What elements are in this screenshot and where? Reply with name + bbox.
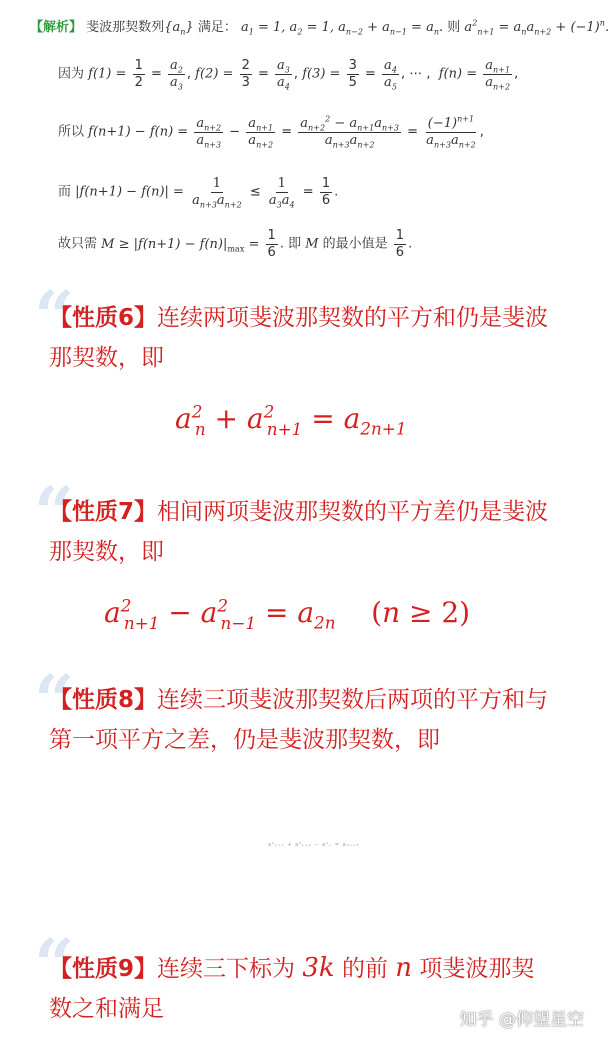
solution-line-1: 【解析】 斐波那契数列$\{a_n\}$ 满足： $a_1 = 1$, $a_2 = 1$, $a_{n-2} + a_{n-1} = a_n$. 则 $a^2_{n+1} = a_na_{n+2} + (-1)^n$.: [30, 18, 609, 37]
quote-mark-icon: “: [34, 471, 75, 554]
broken-formula-image: a²ₙ₊₁ + a²ₙ₊₂ − a²ₙ = a₃ₙ₊₃: [268, 842, 360, 848]
solution-line-3: 所以 f(n+1) − f(n) = $\frac{a_{n+2}}{a_{n+3}}$ − $\frac{a_{n+1}}{a_{n+2}}$ = $\frac{a_{n+2}^2 - a_{n+1}a_{n+3}}{a_{n+3}a_{n+2}}$ = $\frac{(-1)^{n+1}}{a_{n+3}a_{n+2}}$ ,: [58, 114, 484, 150]
property-7-formula: $a^2_{n+1} - a^2_{n-1} = a_{2n}$ (n ≥ 2): [104, 595, 471, 633]
quote-mark-icon: “: [34, 659, 75, 742]
property-6-formula: $a^2_n + a^2_{n+1} = a_{2n+1}$: [175, 401, 407, 439]
property-9-math-a: 3k: [302, 953, 335, 983]
solution-line-4: 而 |f(n+1) − f(n)| = $\frac{1}{a_{n+3}a_{n+2}}$ ≤ $\frac{1}{a_3a_4}$ = $\frac{1}{6}$ .: [58, 176, 339, 210]
property-9-text-b: 的前: [341, 956, 388, 982]
solution-line2-prefix: 因为: [58, 66, 85, 82]
property-7: [49, 492, 549, 572]
quote-mark-icon: “: [34, 923, 75, 1006]
property-6: [49, 298, 549, 378]
property-6-text: 连续两项斐波那契数的平方和仍是斐波那契数，即: [49, 305, 549, 371]
solution-line-5: 故只需 $M \ge |f(n+1) - f(n)|_{max}$ = $\frac{1}{6}$ . 即 M 的最小值是 $\frac{1}{6}$ .: [58, 228, 413, 260]
solution-line-2: 因为 f(1) = $\frac{1}{2}$ = $\frac{a_2}{a_3}$ , f(2) = $\frac{2}{3}$ = $\frac{a_3}{a_4}$ , f(3) = $\frac{3}{5}$ = $\frac{a_4}{a_5}$ , ⋯ , f(n) = $\frac{a_{n+1}}{a_{n+2}}$ ,: [58, 58, 519, 92]
property-7-head: 【性质7】: [49, 499, 158, 525]
property-8: [49, 680, 549, 760]
solution-line4-prefix: 而: [58, 184, 72, 200]
solution-block: [0, 0, 609, 280]
property-7-text: 相间两项斐波那契数的平方差仍是斐波那契数，即: [49, 499, 549, 565]
quote-mark-icon: “: [34, 275, 75, 358]
watermark: 知乎 @仰望星空: [459, 1010, 584, 1030]
solution-line1-cond: 满足：: [197, 20, 237, 35]
solution-line3-prefix: 所以: [58, 124, 85, 140]
property-9-head: 【性质9】: [49, 956, 158, 982]
solution-line1-math: $a_1 = 1$, $a_2 = 1$, $a_{n-2} + a_{n-1} = a_n$.: [240, 20, 444, 37]
property-9-math-b: n: [395, 953, 412, 983]
solution-line5-prefix: 故只需: [58, 236, 98, 252]
property-8-head: 【性质8】: [49, 687, 158, 713]
property-9-text-a: 连续三下标为: [157, 956, 296, 982]
solution-tag: 【解析】: [30, 20, 83, 35]
property-9-text-c: 项斐波那契数之和满足: [49, 956, 535, 1022]
solution-line1-text: 斐波那契数列: [86, 20, 165, 35]
property-6-head: 【性质6】: [49, 305, 158, 331]
property-8-text: 连续三项斐波那契数后两项的平方和与第一项平方之差，仍是斐波那契数，即: [49, 687, 549, 753]
